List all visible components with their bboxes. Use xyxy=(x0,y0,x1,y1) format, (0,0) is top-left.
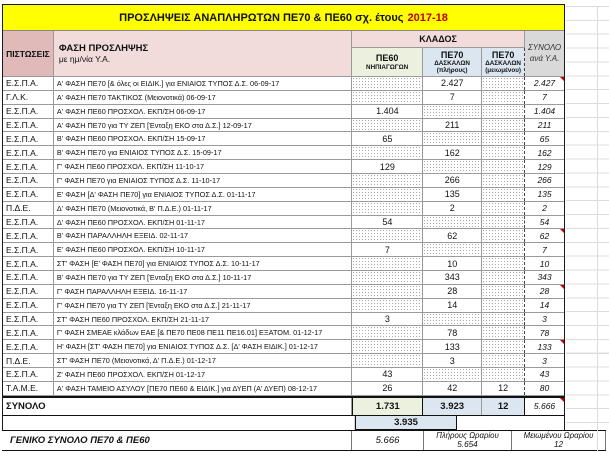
pe70-full-cell[interactable] xyxy=(423,216,482,229)
pe60-cell[interactable] xyxy=(352,146,423,159)
pe60-cell[interactable] xyxy=(352,119,423,132)
pe70-reduced-cell[interactable] xyxy=(482,132,525,145)
phase-cell[interactable]: Α' ΦΑΣΗ ΠΕ70 για ΤΥ ΖΕΠ [Ένταξη ΕΚΟ στα Δ.Σ.] 12-09-17 xyxy=(54,119,352,132)
pe70-full-cell[interactable] xyxy=(423,160,482,173)
pe70-reduced-cell[interactable] xyxy=(482,146,525,159)
table-row xyxy=(3,132,564,146)
pe70-reduced-cell[interactable] xyxy=(482,313,525,326)
header-pe70-reduced-code: ΠΕ70 xyxy=(491,49,515,60)
pe60-cell[interactable] xyxy=(352,188,423,201)
sheet-gridline-vertical xyxy=(597,6,598,451)
sheet-title[interactable] xyxy=(3,5,564,31)
credit-cell[interactable]: Ε.Σ.Π.Α. xyxy=(3,326,54,339)
credit-cell[interactable]: Τ.Α.Μ.Ε. xyxy=(3,382,54,395)
pe70-reduced-cell[interactable] xyxy=(482,160,525,173)
credit-cell[interactable]: Ε.Σ.Π.Α. xyxy=(3,160,54,173)
pe70-reduced-cell[interactable] xyxy=(482,229,525,242)
phase-cell[interactable]: Ε' ΦΑΣΗ [Δ' ΦΑΣΗ ΠΕ70] για ΕΝΙΑΙΟΣ ΤΥΠΟΣ Δ.Σ. 01-11-17 xyxy=(54,188,352,201)
row-total-cell[interactable]: 10 xyxy=(539,258,550,269)
pe60-cell[interactable] xyxy=(352,229,423,242)
grand-total-value[interactable]: 5.666 xyxy=(352,431,424,450)
pe70-reduced-cell[interactable] xyxy=(482,91,525,104)
pe70-reduced-cell[interactable] xyxy=(482,299,525,312)
table-row xyxy=(3,146,564,160)
credit-cell[interactable]: Ε.Σ.Π.Α. xyxy=(3,146,54,159)
credit-cell[interactable]: Ε.Σ.Π.Α. xyxy=(3,188,54,201)
credit-cell[interactable]: Ε.Σ.Π.Α. xyxy=(3,119,54,132)
pe70-full-cell[interactable]: 28 xyxy=(423,285,482,298)
table-row xyxy=(3,271,564,285)
totals-grand[interactable]: 5.666 xyxy=(525,398,564,415)
header-klados-group xyxy=(352,31,525,76)
pe70-reduced-cell[interactable] xyxy=(482,340,525,353)
table-row xyxy=(3,119,564,133)
pe70-full-cell[interactable]: 7 xyxy=(423,91,482,104)
pe60-cell[interactable] xyxy=(352,340,423,353)
pe70-full-cell[interactable]: 2.427 xyxy=(423,77,482,90)
row-total-cell[interactable]: 3 xyxy=(542,355,547,366)
grand-reduced-time-cell[interactable] xyxy=(512,431,606,450)
row-total-cell[interactable]: 78 xyxy=(539,327,550,338)
credit-cell[interactable]: Π.Δ.Ε. xyxy=(3,354,54,367)
pe70-reduced-cell[interactable]: 12 xyxy=(482,382,525,395)
row-total-cell[interactable]: 162 xyxy=(537,147,552,158)
row-total-cell[interactable]: 2.427 xyxy=(525,77,564,90)
header-pe70-reduced-label: ΔΑΣΚΑΛΩΝ xyxy=(485,59,521,67)
pe60-cell[interactable]: 65 xyxy=(352,132,423,145)
pe70-full-cell[interactable]: 62 xyxy=(423,229,482,242)
table-row xyxy=(3,354,564,368)
credit-cell[interactable]: Ε.Σ.Π.Α. xyxy=(3,216,54,229)
pe70-full-cell[interactable]: 211 xyxy=(423,119,482,132)
phase-cell[interactable]: Δ' ΦΑΣΗ ΠΕ60 ΠΡΟΣΧΟΛ. ΕΚΠ/ΣΗ 01-11-17 xyxy=(54,216,352,229)
pe60-cell[interactable] xyxy=(352,285,423,298)
pe60-cell[interactable]: 26 xyxy=(352,382,423,395)
pe70-reduced-cell[interactable] xyxy=(482,257,525,270)
pe60-cell[interactable] xyxy=(352,299,423,312)
header-pe70-full[interactable] xyxy=(423,48,482,76)
credit-cell[interactable]: Π.Δ.Ε. xyxy=(3,202,54,215)
table-row xyxy=(3,326,564,340)
empty-cell[interactable] xyxy=(457,416,564,430)
pe60-cell[interactable] xyxy=(352,257,423,270)
table-row xyxy=(3,174,564,188)
header-pe70-full-label: ΔΑΣΚΑΛΩΝ xyxy=(434,59,470,67)
totals-pe70-full[interactable]: 3.923 xyxy=(423,398,482,415)
pe70-full-cell[interactable]: 135 xyxy=(423,188,482,201)
pe60-cell[interactable]: 3 xyxy=(352,313,423,326)
row-total-cell[interactable]: 211 xyxy=(537,120,552,130)
phase-cell[interactable]: Γ' ΦΑΣΗ ΠΕ70 για ΤΥ ΖΕΠ [Ένταξη ΕΚΟ στα Δ.Σ.] 21-11-17 xyxy=(54,299,352,312)
pe70-reduced-cell[interactable] xyxy=(482,105,525,118)
row-total-cell[interactable]: 266 xyxy=(537,175,552,186)
credit-cell[interactable]: Ε.Σ.Π.Α. xyxy=(3,174,54,187)
table-row xyxy=(3,313,564,327)
table-row xyxy=(3,188,564,202)
phase-cell[interactable]: Α' ΦΑΣΗ ΠΕ70 ΤΑΚΤΙΚΟΣ (Μειονοτικά) 06-09-17 xyxy=(54,91,352,104)
title-year: 2017-18 xyxy=(407,11,448,24)
table-row xyxy=(3,299,564,313)
phase-cell[interactable]: Γ' ΦΑΣΗ ΠΕ70 για ΕΝΙΑΙΟΣ ΤΥΠΟΣ Δ.Σ. 11-10-17 xyxy=(54,174,352,187)
pe70-reduced-cell[interactable] xyxy=(482,216,525,229)
credit-cell[interactable]: Ε.Σ.Π.Α. xyxy=(3,243,54,256)
table-row xyxy=(3,216,564,230)
phase-cell[interactable]: Β' ΦΑΣΗ ΠΕ70 για ΕΝΙΑΙΟΣ ΤΥΠΟΣ Δ.Σ. 15-09-17 xyxy=(54,146,352,159)
header-total-line1: ΣΥΝΟΛΟ xyxy=(527,43,562,53)
table-row xyxy=(3,91,564,105)
table-row xyxy=(3,257,564,271)
row-total-cell[interactable]: 54 xyxy=(539,217,550,228)
pe60-cell[interactable] xyxy=(352,326,423,339)
header-subcolumns xyxy=(352,48,525,76)
header-phase-sub: με ημ/νία Υ.Α. xyxy=(58,54,111,64)
pe60-cell[interactable]: 43 xyxy=(352,368,423,381)
pe60-cell[interactable]: 54 xyxy=(352,216,423,229)
pe70-reduced-cell[interactable] xyxy=(482,354,525,367)
pe70-reduced-cell[interactable] xyxy=(482,285,525,298)
pe70-full-cell[interactable]: 14 xyxy=(423,299,482,312)
pe60-cell[interactable] xyxy=(352,77,423,90)
phase-cell[interactable]: Α' ΦΑΣΗ ΠΕ70 [& όλες οι ΕΙΔΙΚ.] για ΕΝΙΑΙΟΣ ΤΥΠΟΣ Δ.Σ. 06-09-17 xyxy=(54,77,352,90)
phase-cell[interactable]: Γ' ΦΑΣΗ ΠΕ60 ΠΡΟΣΧΟΛ. ΕΚΠ/ΣΗ 11-10-17 xyxy=(54,160,352,173)
pe70-reduced-cell[interactable] xyxy=(482,174,525,187)
pe70-full-cell[interactable]: 10 xyxy=(423,257,482,270)
credit-cell[interactable]: Ε.Σ.Π.Α. xyxy=(3,105,54,118)
pe70-full-cell[interactable]: 2 xyxy=(423,202,482,215)
header-pe60-label: ΝΗΠΙΑΓΩΓΩΝ xyxy=(366,63,409,71)
header-pe60[interactable] xyxy=(352,48,423,76)
credit-cell[interactable]: Ε.Σ.Π.Α. xyxy=(3,340,54,353)
header-total-line2: ανά Υ.Α. xyxy=(529,53,560,63)
credit-cell[interactable]: Ε.Σ.Π.Α. xyxy=(3,229,54,242)
grand-full-time-cell[interactable] xyxy=(424,431,512,450)
credit-cell[interactable]: Ε.Σ.Π.Α. xyxy=(3,299,54,312)
pe70-reduced-cell[interactable] xyxy=(482,368,525,381)
table-row xyxy=(3,285,564,299)
pe70-full-cell[interactable]: 162 xyxy=(423,146,482,159)
row-total-cell[interactable]: 43 xyxy=(539,369,550,380)
credit-cell[interactable]: Ε.Σ.Π.Α. xyxy=(3,132,54,145)
phase-cell[interactable]: Γ' ΦΑΣΗ ΠΑΡΑΛΛΗΛΗ ΕΞΕΙΔ. 16-11-17 xyxy=(54,285,352,298)
table-row xyxy=(3,202,564,216)
totals-pe60[interactable]: 1.731 xyxy=(352,398,423,415)
totals-row xyxy=(3,396,564,416)
pe70-full-cell[interactable]: 266 xyxy=(423,174,482,187)
pe70-full-cell[interactable] xyxy=(423,313,482,326)
phase-cell[interactable]: ΣΤ' ΦΑΣΗ ΠΕ60 ΠΡΟΣΧΟΛ. ΕΚΠ/ΣΗ 21-11-17 xyxy=(54,313,352,326)
row-total-cell[interactable]: 343 xyxy=(537,272,552,283)
row-total-cell[interactable]: 14 xyxy=(539,300,550,311)
pe60-cell[interactable]: 7 xyxy=(352,243,423,256)
row-total-cell[interactable]: 7 xyxy=(542,92,547,103)
pe70-full-cell[interactable]: 3 xyxy=(423,354,482,367)
reduced-time-value: 12 xyxy=(553,440,564,450)
header-pe70-full-code: ΠΕ70 xyxy=(440,49,464,60)
full-time-value: 5.654 xyxy=(457,440,478,450)
reduced-time-label: Μειωμένου Ωραρίου xyxy=(523,430,594,440)
credit-cell[interactable]: Ε.Σ.Π.Α. xyxy=(3,77,54,90)
credit-cell[interactable]: Ε.Σ.Π.Α. xyxy=(3,368,54,381)
pe70-reduced-cell[interactable] xyxy=(482,271,525,284)
grand-total-row xyxy=(2,430,606,451)
phase-cell[interactable]: Ε' ΦΑΣΗ ΠΕ60 ΠΡΟΣΧΟΛ. ΕΚΠ/ΣΗ 10-11-17 xyxy=(54,243,352,256)
credit-cell[interactable]: Γ.Λ.Κ. xyxy=(3,91,54,104)
phase-cell[interactable]: Β' ΦΑΣΗ ΠΑΡΑΛΛΗΛΗ ΕΞΕΙΔ. 02-11-17 xyxy=(54,229,352,242)
pe60-cell[interactable]: 1.404 xyxy=(352,105,423,118)
pe60-cell[interactable] xyxy=(352,91,423,104)
empty-cell[interactable] xyxy=(3,416,355,430)
pe70-reduced-cell[interactable] xyxy=(482,77,525,90)
pe70-full-cell[interactable] xyxy=(423,368,482,381)
credit-cell[interactable]: Ε.Σ.Π.Α. xyxy=(3,285,54,298)
table-row xyxy=(3,243,564,257)
row-total-cell[interactable]: 1.404 xyxy=(533,106,556,117)
header-credits[interactable]: ΠΙΣΤΩΣΕΙΣ xyxy=(3,31,54,76)
header-total[interactable] xyxy=(525,31,564,76)
pe60-cell[interactable] xyxy=(352,354,423,367)
phase-cell[interactable]: Ζ' ΦΑΣΗ ΠΕ60 ΠΡΟΣΧΟΛ. ΕΚΠ/ΣΗ 01-12-17 xyxy=(54,368,352,381)
table-row xyxy=(3,368,564,382)
row-total-cell[interactable]: 62 xyxy=(525,229,564,242)
pe60-cell[interactable] xyxy=(352,202,423,215)
table-row xyxy=(3,105,564,119)
phase-cell[interactable]: Α' ΦΑΣΗ ΤΑΜΕΙΟ ΑΣΥΛΟΥ [ΠΕ70 ΠΕ60 & ΕΙΔΙΚ.] για ΔΥΕΠ (Α' ΔΥΕΠ) 08-12-17 xyxy=(54,382,352,395)
pe60-cell[interactable] xyxy=(352,174,423,187)
table-row xyxy=(3,77,564,91)
credit-cell[interactable]: Ε.Σ.Π.Α. xyxy=(3,313,54,326)
header-pe70-full-sub: (πλήρους) xyxy=(436,67,468,75)
pe70-full-cell[interactable]: 343 xyxy=(423,271,482,284)
title-text: ΠΡΟΣΛΗΨΕΙΣ ΑΝΑΠΛΗΡΩΤΩΝ ΠΕ70 & ΠΕ60 σχ. έτους xyxy=(119,11,404,24)
pe70-full-cell[interactable] xyxy=(423,243,482,256)
header-pe60-code: ΠΕ60 xyxy=(375,53,399,64)
header-pe70-reduced-sub: (μειωμένου) xyxy=(485,67,522,75)
pe70-combined-total[interactable]: 3.935 xyxy=(355,416,457,430)
row-total-cell[interactable]: 2 xyxy=(542,203,547,214)
totals-label[interactable]: ΣΥΝΟΛΟ xyxy=(3,398,352,415)
pe70-full-cell[interactable] xyxy=(423,132,482,145)
phase-cell[interactable]: ΣΤ' ΦΑΣΗ ΠΕ70 (Μειονοτικά, Δ' Π.Δ.Ε.) 01-12-17 xyxy=(54,354,352,367)
pe60-cell[interactable] xyxy=(352,271,423,284)
phase-cell[interactable]: Γ' ΦΑΣΗ ΣΜΕΑΕ κλάδων ΕΑΕ [& ΠΕ70 ΠΕ08 ΠΕ11 ΠΕ16.01] ΕΞΑΤΟΜ. 01-12-17 xyxy=(54,326,352,339)
pe70-reduced-cell[interactable] xyxy=(482,119,525,132)
row-total-cell[interactable]: 7 xyxy=(542,244,547,255)
grand-total-label[interactable]: ΓΕΝΙΚΟ ΣΥΝΟΛΟ ΠΕ70 & ΠΕ60 xyxy=(2,431,352,450)
pe70-full-cell[interactable]: 78 xyxy=(423,326,482,339)
pe70-reduced-cell[interactable] xyxy=(482,188,525,201)
row-total-cell[interactable]: 129 xyxy=(537,161,552,172)
totals-pe70-reduced[interactable]: 12 xyxy=(482,398,525,415)
header-klados[interactable]: ΚΛΑΔΟΣ xyxy=(352,31,525,48)
phase-cell[interactable]: Η' ΦΑΣΗ [ΣΤ' ΦΑΣΗ ΠΕ70] για ΕΝΙΑΙΟΣ ΤΥΠΟΣ Δ.Σ. [Δ' ΦΑΣΗ ΕΙΔΙΚ.] 01-12-17 xyxy=(54,340,352,353)
table-row xyxy=(3,229,564,243)
sheet-gridlines xyxy=(566,6,609,426)
table-body xyxy=(3,77,564,396)
table-header xyxy=(3,31,564,77)
header-phase-title: ΦΑΣΗ ΠΡΟΣΛΗΨΗΣ xyxy=(58,43,149,54)
phase-cell[interactable]: Δ' ΦΑΣΗ ΠΕ70 (Μειονοτικά, Β' Π.Δ.Ε.) 01-11-17 xyxy=(54,202,352,215)
pe70-full-cell[interactable] xyxy=(423,105,482,118)
hiring-table xyxy=(2,4,565,431)
pe70-full-cell[interactable]: 133 xyxy=(423,340,482,353)
phase-cell[interactable]: ΣΤ' ΦΑΣΗ [Ε' ΦΑΣΗ ΠΕ70] για ΕΝΙΑΙΟΣ ΤΥΠΟΣ Δ.Σ. 10-11-17 xyxy=(54,257,352,270)
table-row xyxy=(3,160,564,174)
full-time-label: Πλήρους Ωραρίου xyxy=(436,430,499,440)
row-total-cell[interactable]: 65 xyxy=(539,133,550,144)
phase-cell[interactable]: Β' ΦΑΣΗ ΠΕ60 ΠΡΟΣΧΟΛ. ΕΚΠ/ΣΗ 15-09-17 xyxy=(54,132,352,145)
header-phase[interactable] xyxy=(54,31,352,76)
row-total-cell[interactable]: 3 xyxy=(542,314,547,325)
phase-cell[interactable]: Α' ΦΑΣΗ ΠΕ60 ΠΡΟΣΧΟΛ. ΕΚΠ/ΣΗ 06-09-17 xyxy=(54,105,352,118)
row-total-cell[interactable]: 135 xyxy=(537,189,552,200)
pe70-reduced-cell[interactable] xyxy=(482,243,525,256)
pe70-reduced-cell[interactable] xyxy=(482,326,525,339)
pe60-cell[interactable]: 129 xyxy=(352,160,423,173)
credit-cell[interactable]: Ε.Σ.Π.Α. xyxy=(3,257,54,270)
credit-cell[interactable]: Ε.Σ.Π.Α. xyxy=(3,271,54,284)
row-total-cell[interactable]: 133 xyxy=(525,340,564,353)
pe70-combined-row xyxy=(3,416,564,430)
row-total-cell[interactable]: 80 xyxy=(539,383,550,394)
pe70-reduced-cell[interactable] xyxy=(482,202,525,215)
row-total-cell[interactable]: 28 xyxy=(525,285,564,298)
table-row xyxy=(3,382,564,396)
pe70-full-cell[interactable]: 42 xyxy=(423,382,482,395)
table-row xyxy=(3,340,564,354)
phase-cell[interactable]: Β' ΦΑΣΗ ΠΕ70 για ΤΥ ΖΕΠ [Ένταξη ΕΚΟ στα Δ.Σ.] 10-11-17 xyxy=(54,271,352,284)
header-pe70-reduced[interactable] xyxy=(482,48,525,76)
